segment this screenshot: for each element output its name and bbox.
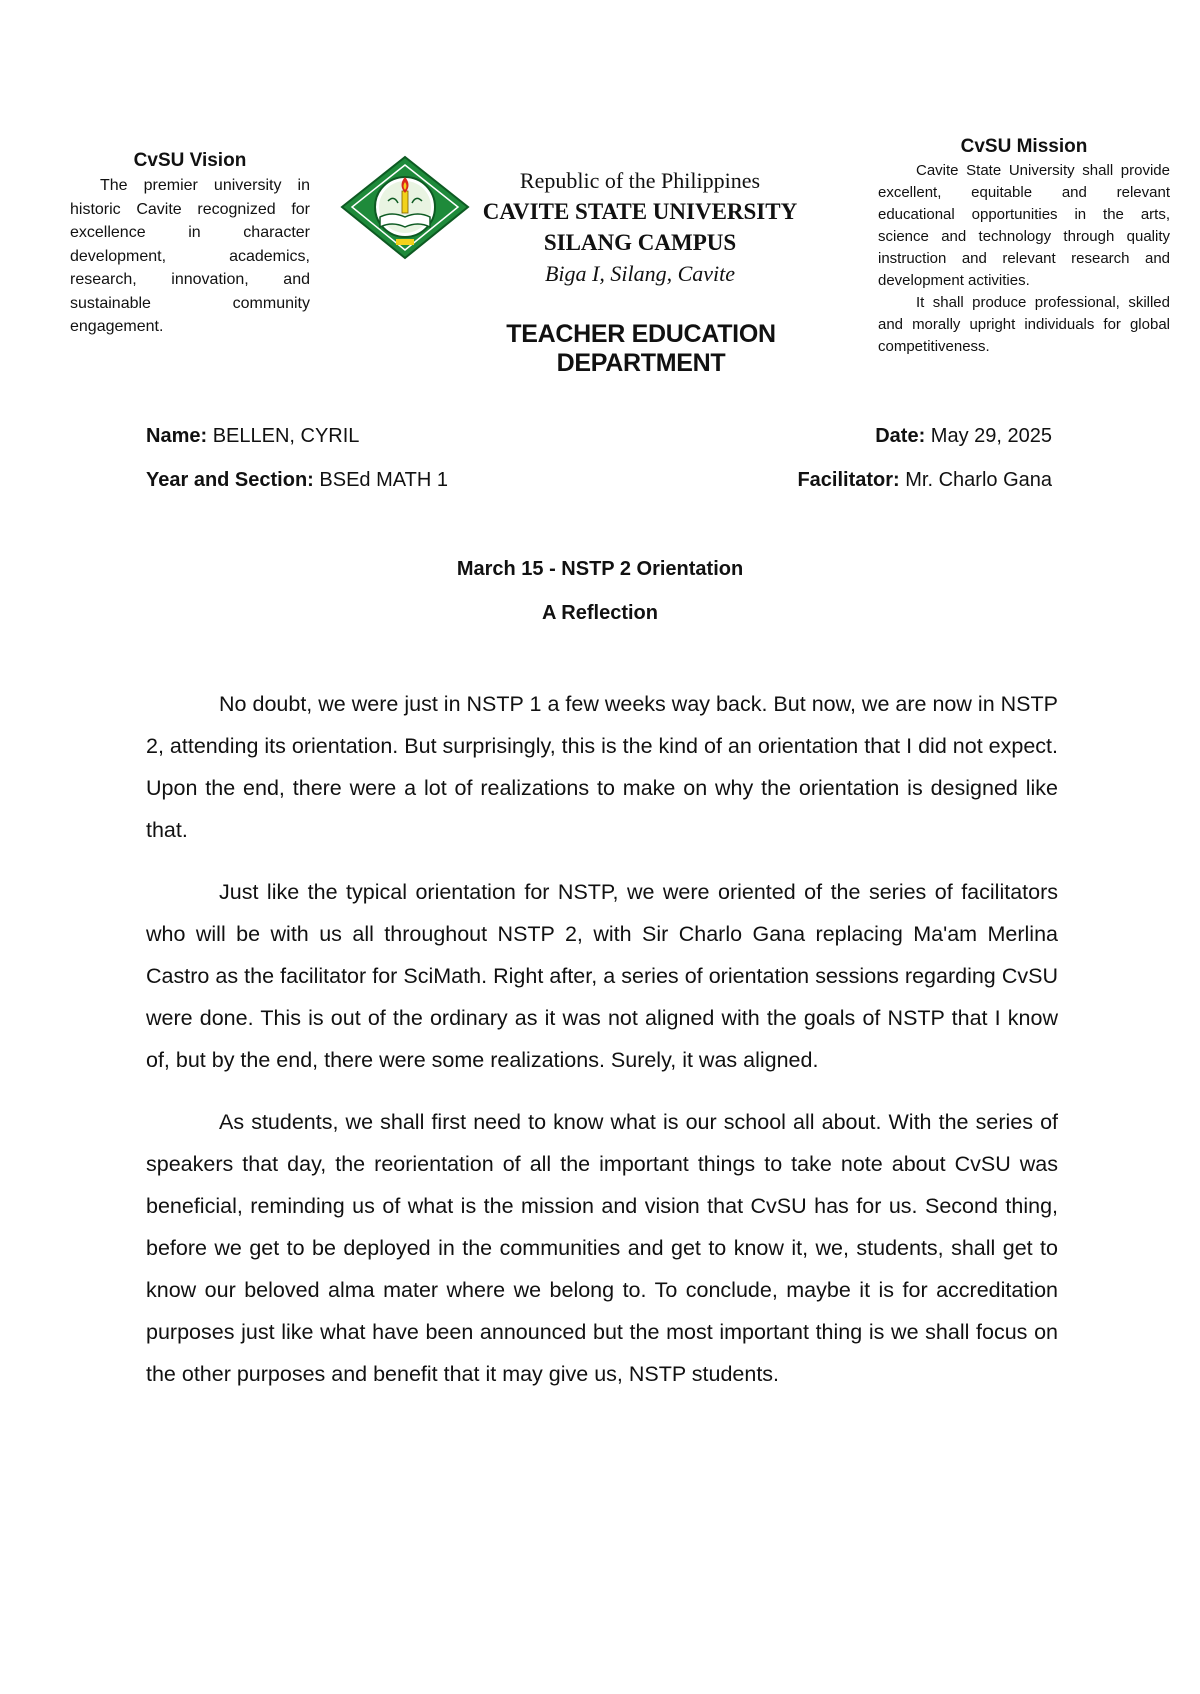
date-label: Date: bbox=[875, 425, 926, 447]
facilitator-value: Mr. Charlo Gana bbox=[905, 469, 1052, 491]
reflection-body bbox=[146, 683, 1058, 1415]
date-value: May 29, 2025 bbox=[930, 425, 1052, 447]
mission-paragraph-1: Cavite State University shall provide excellent, equitable and relevant educational opportunities in the arts, science and technology through quality instruction and relevant research and development activities. bbox=[878, 162, 1170, 289]
university-header bbox=[480, 166, 800, 289]
vision-block bbox=[70, 150, 310, 339]
campus-address: Biga I, Silang, Cavite bbox=[544, 261, 736, 286]
name-label: Name: bbox=[146, 425, 208, 447]
mission-block bbox=[878, 136, 1170, 358]
mission-paragraph-2: It shall produce professional, skilled and morally upright individuals for global competitiveness. bbox=[878, 294, 1170, 355]
department-title: TEACHER EDUCATION DEPARTMENT bbox=[506, 320, 776, 377]
section-value: BSEd MATH 1 bbox=[319, 469, 448, 491]
date-field bbox=[875, 425, 1052, 448]
name-value: BELLEN, CYRIL bbox=[212, 425, 360, 447]
section-label: Year and Section: bbox=[146, 469, 314, 491]
body-paragraph-2: Just like the typical orientation for NSTP, we were oriented of the series of facilitators who will be with us all throughout NSTP 2, with Sir Charlo Gana replacing Ma'am Merlina Castro as the facilitator for SciMath. Right after, a series of orientation sessions regarding CvSU were done. This is out of the ordinary as it was not aligned with the goals of NSTP that I know of, but by the end, there were some realizations. Surely, it was aligned. bbox=[146, 880, 1058, 1072]
cvsu-seal-logo bbox=[340, 155, 470, 260]
document-subtitle: A Reflection bbox=[542, 602, 658, 624]
body-paragraph-3: As students, we shall first need to know what is our school all about. With the series of speakers that day, the reorientation of all the important things to take note about CvSU was beneficial, reminding us of what is the mission and vision that CvSU has for us. Second thing, before we get to be deployed in the communities and get to know it, we, students, shall get to know our beloved alma mater where we belong to. To conclude, maybe it is for accreditation purposes just like what have been announced but the most important thing is we shall focus on the other purposes and benefit that it may give us, NSTP students. bbox=[146, 1110, 1058, 1386]
vision-text: The premier university in historic Cavite recognized for excellence in character development, academics, research, innovation, and sustainable community engagement. bbox=[70, 177, 310, 335]
university-name: CAVITE STATE UNIVERSITY bbox=[482, 199, 798, 224]
vision-heading: CvSU Vision bbox=[133, 150, 247, 171]
mission-heading: CvSU Mission bbox=[960, 136, 1088, 157]
document-title: March 15 - NSTP 2 Orientation bbox=[456, 558, 744, 580]
facilitator-label: Facilitator: bbox=[797, 469, 900, 491]
name-field bbox=[146, 425, 359, 448]
body-paragraph-1: No doubt, we were just in NSTP 1 a few weeks way back. But now, we are now in NSTP 2, attending its orientation. But surprisingly, this is the kind of an orientation that I did not expect. Upon the end, there were a lot of realizations to make on why the orientation is designed like that. bbox=[146, 692, 1058, 842]
section-field bbox=[146, 469, 448, 492]
republic-line: Republic of the Philippines bbox=[519, 168, 761, 193]
campus-name: SILANG CAMPUS bbox=[543, 230, 737, 255]
facilitator-field bbox=[797, 469, 1052, 492]
